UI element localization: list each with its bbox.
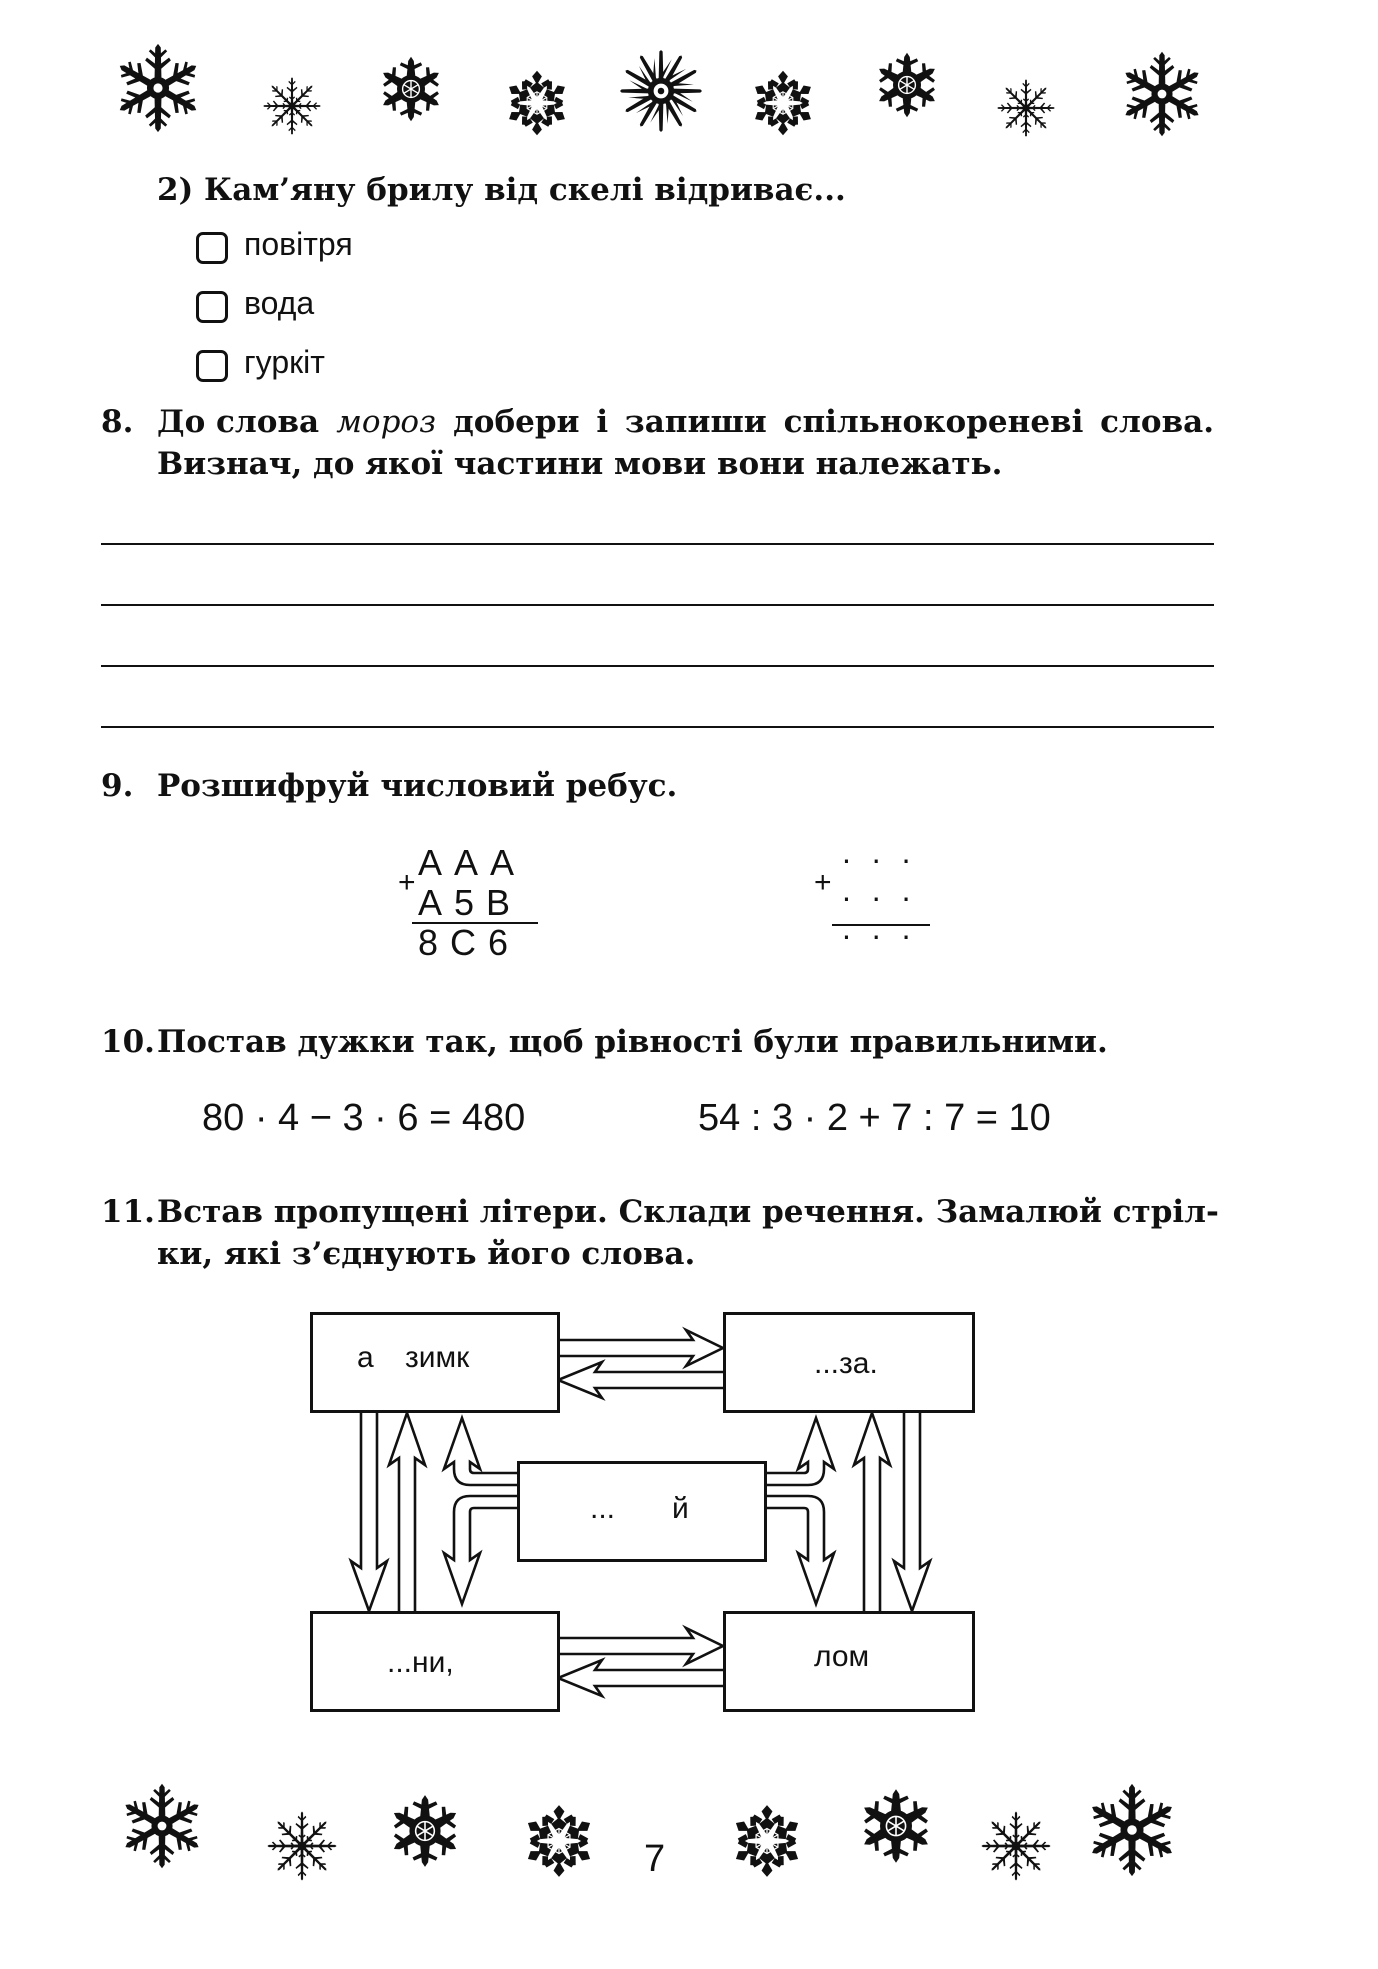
double-line-arrow-icon[interactable] (764, 1496, 834, 1604)
equation[interactable]: 80 · 4 − 3 · 6 = 480 (202, 1097, 526, 1139)
rebus-row: А А А (418, 842, 515, 883)
keyword-italic: мороз (336, 404, 436, 440)
word-fragment: зимк (405, 1341, 470, 1374)
equation[interactable]: 54 : 3 · 2 + 7 : 7 = 10 (698, 1097, 1051, 1139)
question-number: 9. (101, 768, 134, 804)
word-fragment: й (672, 1492, 689, 1525)
question-text: ки, які з’єднують його слова. (157, 1236, 696, 1272)
word-box-bottom-left[interactable] (310, 1611, 560, 1712)
question-prompt: 2) Кам’яну брилу від скелі відриває... (157, 172, 846, 208)
word-fragment: а (357, 1341, 374, 1374)
snowflake-icon (520, 1802, 598, 1880)
option-label: гуркіт (244, 344, 325, 380)
bottom-snowflake-border (0, 1782, 1378, 1892)
word-box-center[interactable] (517, 1461, 767, 1562)
double-line-arrow-icon[interactable] (444, 1496, 518, 1604)
question-text: Постав дужки так, щоб рівності були правильними. (157, 1024, 1108, 1060)
snowflake-icon (266, 1810, 338, 1882)
double-line-arrow-icon[interactable] (389, 1413, 425, 1611)
double-line-arrow-icon[interactable] (764, 1418, 834, 1485)
option-label: вода (244, 285, 315, 321)
question-text: Розшифруй числовий ребус. (157, 768, 678, 804)
snowflake-icon (386, 1792, 464, 1870)
question-text: До слова (157, 404, 320, 440)
question-number: 8. (101, 404, 134, 440)
question-number: 10. (101, 1024, 155, 1060)
question-text: Визнач, до якої частини мови вони належать. (157, 446, 1003, 482)
double-line-arrow-icon[interactable] (444, 1418, 518, 1485)
plus-sign: + (814, 866, 832, 899)
question-number: 11. (101, 1194, 155, 1230)
rebus-row: 8 С 6 (418, 922, 509, 963)
answer-dots[interactable]: . . . (842, 834, 911, 870)
page-number: 7 (644, 1838, 666, 1880)
double-line-arrow-icon[interactable] (558, 1628, 723, 1664)
word-box-bottom-right[interactable] (723, 1611, 975, 1712)
option-label: повітря (244, 226, 353, 262)
double-line-arrow-icon[interactable] (351, 1413, 387, 1611)
question-text: Встав пропущені літери. Склади речення. Замалюй стріл- (157, 1194, 1219, 1230)
word-box-top-left[interactable] (310, 1312, 560, 1413)
question-text: добери і запиши спільнокореневі слова. (453, 404, 1214, 440)
snowflake-icon (980, 1810, 1052, 1882)
word-fragment: ...за. (814, 1347, 878, 1380)
snowflake-icon (118, 1782, 206, 1870)
word-fragment: лом (814, 1640, 870, 1673)
answer-dots[interactable]: . . . (842, 872, 911, 908)
rebus-row: А 5 В (418, 882, 511, 923)
word-fragment: ...ни, (387, 1646, 454, 1679)
snowflake-icon (728, 1802, 806, 1880)
word-box-top-right[interactable] (723, 1312, 975, 1413)
snowflake-icon (1084, 1782, 1180, 1878)
double-line-arrow-icon[interactable] (558, 1330, 723, 1366)
double-line-arrow-icon[interactable] (894, 1413, 930, 1611)
snowflake-icon (856, 1786, 936, 1866)
double-line-arrow-icon[interactable] (558, 1660, 723, 1696)
double-line-arrow-icon[interactable] (854, 1413, 890, 1611)
word-fragment: ... (590, 1492, 616, 1525)
answer-dots[interactable]: . . . (842, 910, 911, 946)
double-line-arrow-icon[interactable] (558, 1362, 723, 1398)
plus-sign: + (398, 866, 416, 899)
